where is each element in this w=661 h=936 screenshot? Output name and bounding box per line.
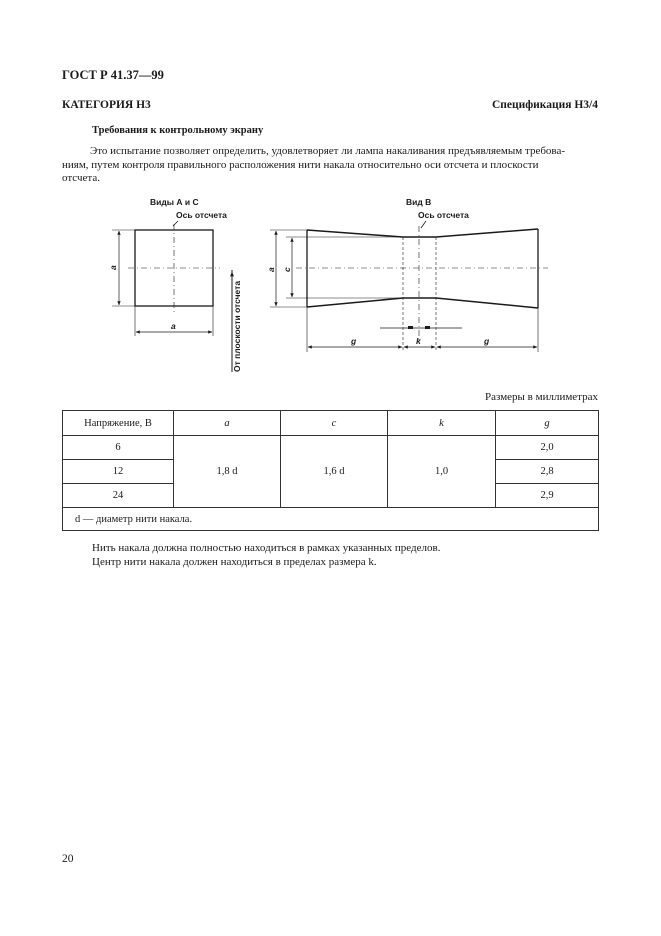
table-row	[63, 436, 599, 460]
dim-a-vertical-label: a	[108, 265, 118, 270]
voltage-cell: 12	[63, 460, 174, 484]
reference-plane-label: От плоскости отсчета	[232, 280, 242, 372]
table-header-row	[63, 411, 599, 436]
header-voltage: Напряжение, В	[63, 411, 174, 436]
intro-line-1: Это испытание позволяет определить, удовлетворяет ли лампа накаливания предъявляемым требова-	[90, 145, 566, 157]
k-value-cell: 1,0	[388, 436, 496, 508]
intro-line-2: ниям, путем контроля правильного расположения нити накала относительно оси отсчета и плоскости	[62, 158, 539, 171]
a-value-cell: 1,8 d	[174, 436, 281, 508]
intro-line-3: отсчета.	[62, 172, 100, 184]
view-ac-label: Виды А и С	[150, 197, 199, 207]
header-g: g	[496, 411, 599, 436]
bowtie-upper-edge	[307, 229, 538, 237]
voltage-cell: 6	[63, 436, 174, 460]
section-title: Требования к контрольному экрану	[92, 125, 264, 136]
axis-label-b: Ось отсчета	[418, 210, 469, 220]
axis-label-ac: Ось отсчета	[176, 210, 227, 220]
specification-heading: Спецификация Н3/4	[491, 99, 598, 111]
dimensions-table	[62, 410, 599, 531]
dim-g-right-label: g	[484, 336, 490, 346]
page-number: 20	[62, 853, 74, 865]
header-a: a	[174, 411, 281, 436]
table-note-row	[63, 508, 599, 531]
header-c: c	[281, 411, 388, 436]
dim-a-b-label: a	[266, 267, 276, 272]
g-value-cell: 2,9	[496, 484, 599, 508]
dim-c-label: c	[282, 267, 292, 272]
dim-k-label: k	[416, 336, 421, 346]
g-value-cell: 2,8	[496, 460, 599, 484]
view-b-label: Вид В	[406, 197, 432, 207]
center-offset-mark-right	[425, 326, 430, 329]
notes	[92, 541, 440, 569]
note-line-1: Нить накала должна полностью находиться в рамках указанных пределов.	[92, 542, 441, 554]
dim-g-left-label: g	[351, 336, 357, 346]
dim-a-horizontal-label: a	[171, 321, 176, 331]
bowtie-lower-edge	[307, 298, 538, 308]
note-line-2: Центр нити накала должен находиться в пределах размера k.	[92, 556, 377, 568]
category-heading: КАТЕГОРИЯ Н3	[62, 99, 151, 111]
g-value-cell: 2,0	[496, 436, 599, 460]
axis-leader-b	[421, 221, 426, 228]
units-note: Размеры в миллиметрах	[485, 391, 598, 403]
center-offset-mark-left	[408, 326, 413, 329]
standard-number: ГОСТ Р 41.37—99	[62, 68, 164, 82]
voltage-cell: 24	[63, 484, 174, 508]
table-note: d — диаметр нити накала.	[63, 508, 599, 531]
c-value-cell: 1,6 d	[281, 436, 388, 508]
header-k: k	[388, 411, 496, 436]
